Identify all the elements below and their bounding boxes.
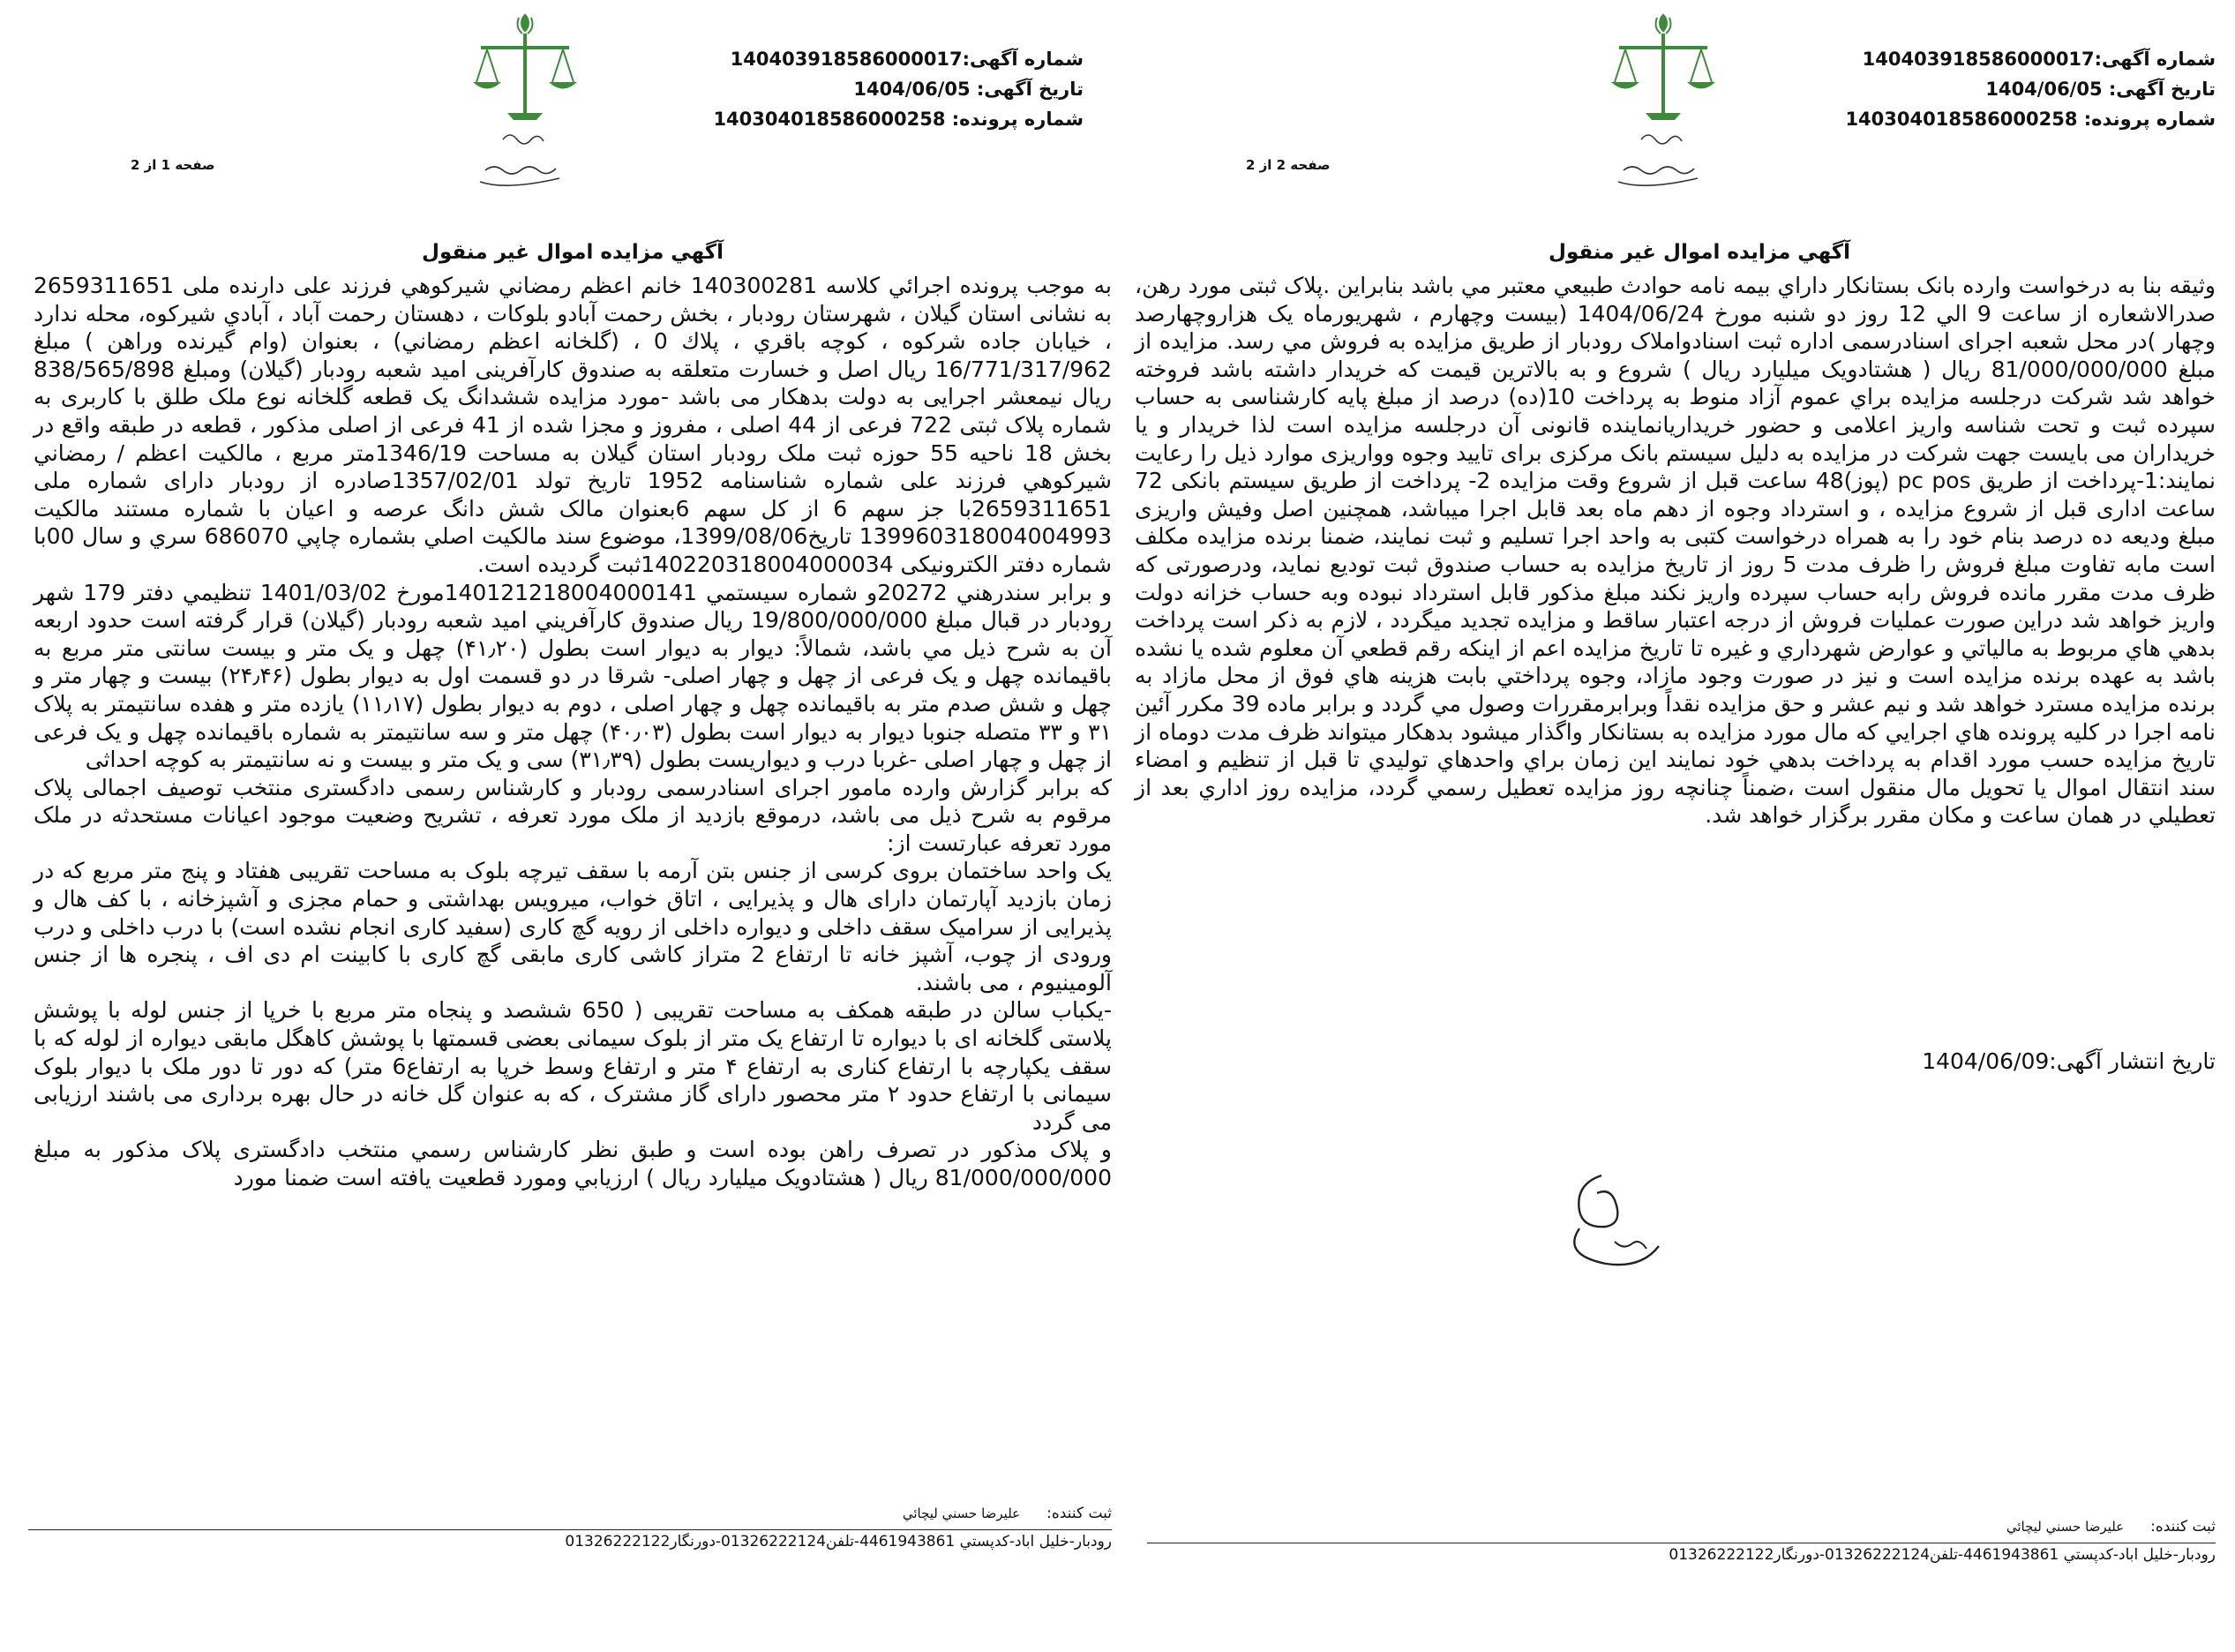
notice-meta <box>1845 44 2216 134</box>
ad-date-line: تاریخ آگهی: 1404/06/05 <box>853 79 1084 100</box>
body-paragraph: وثیقه بنا به درخواست وارده بانک بستانکار داراي بيمه نامه حوادث طبيعي معتبر مي باشد بنابراين .پلاک ثبتی مورد رهن، صدرالاشعاره از ساعت 9 الي 12 روز دو شنبه مورخ 1404/06/24 (بیست وچهارم ، شهریورماه یک هزاروچهارصد وچهار )در محل شعبه اجرای اسنادرسمی اداره ثبت اسنادواملاک رودبار از طريق مزايده به فروش مي رسد. مزایده از مبلغ 81/000/000/000 ریال ( هشتادویک میلیارد ریال ) شروع و به بالاترين قيمت كه خريدار داشته باشد فروخته خواهد شد شركت درجلسه مزايده براي عموم آزاد منوط به پرداخت 10(ده) درصد از مبلغ پایه کارشناسی به حساب سپرده ثبت و تحت شناسه واریز اعلامی و حضور خریداریانماینده قانونی آن درجلسه مزایده است لذا خریدار و یا خریداران می بایست جهت شرکت در مزایده به دلیل سیستم بانک مرکزی برای تایید وجوه وواریزی موارد ذیل را رعایت نمایند:1-پرداخت از طریق pc pos (پوز)48 ساعت قبل از شروع وقت مزایده 2- پرداخت از طریق سیستم بانکی 72 ساعت اداری قبل از شروع مزایده ، و استرداد وجوه از دهم ماه بعد قابل اجرا میباشد، همچنین اصل وفیش واریزی مبلغ ودیعه ده درصد بنام خود را به همراه درخواست کتبی به واحد اجرا تسلیم و ثبت نمایند، ضمنا برنده مزایده مکلف است مابه تفاوت مبلغ فروش را ظرف مدت 5 روز از تاریخ مزایده به حساب صندوق ثبت تودیع نماید، ودرصورتی که ظرف مدت مقرر مانده فروش رابه حساب سپرده واریز نکند مبلغ مذکور قابل استرداد نبوده وبه حساب خزانه دولت واریز خواهد شد دراین صورت عملیات فروش از درجه اعتبار ساقط و مزايده تجديد ميگردد ، لازم به ذكر است پرداخت بدهي هاي مربوط به مالياتي و عوارض شهرداري و غيره تا تاريخ مزايده اعم از اينكه رقم قطعي آن معلوم شده يا نشده باشد به عهده برنده مزايده است و نيز در صورت وجود مازاد، وجوه پرداختي بابت هزينه هاي فوق از محل مازاد به برنده مزايده مسترد خواهد شد و نيم عشر و حق مزايده نقداً وبرابرمقررات وصول مي گردد و برابر ماده 39 مکرر آئين نامه اجرا در کليه پرونده هاي اجرايي که مال مورد مزايده به بستانکار واگذار ميشود بدهکار ميتواند ظرف مدت دوماه از تاريخ مزايده حسب مورد اقدام به پرداخت بدهي خود نمايند اين زمان براي واحدهاي توليدي تا قبل از تنظيم و امضاء سند انتقال اموال يا تحويل مال منقول است ،ضمناً چنانچه روز مزايده تعطيل رسمي گردد، مزايده روز اداري بعد از تعطيلي در همان ساعت و مكان مقرر برگزار خواهد شد. <box>1135 273 2216 829</box>
ad-number: 140403918586000017 <box>1862 49 2095 70</box>
footer-divider <box>28 1529 1112 1530</box>
ad-number: 140403918586000017 <box>730 49 963 70</box>
scales-of-justice-icon <box>468 7 582 201</box>
publication-date: تاریخ انتشار آگهی:1404/06/09 <box>1922 1048 2216 1074</box>
scales-of-justice-icon <box>1606 7 1721 201</box>
handwritten-signature <box>1518 1158 1694 1281</box>
ad-number-line: شماره آگهی:140403918586000017 <box>730 49 1084 70</box>
body-paragraph: یک واحد ساختمان بروی کرسی از جنس بتن آرمه با سقف تیرچه بلوک به مساحت تقریبی هفتاد و پنج متر مربع که در زمان بازدید آپارتمان دارای هال و پذیرایی ، اتاق خواب، میرویس بهداشتی و حمام مجزی و آشپزخانه ، با کف هال و پذیرایی از سرامیک سقف داخلی و دیواره داخلی از رویه گچ کاری (سفید کاری انجام نشده است) با درب داخلی و درب ورودی از چوب، آشپز خانه تا ارتفاع 2 متراز کاشی کاری مابقی گچ کاری با کابینت ام دی اف ، پنجره ها از جنس آلومینیوم ، می باشند. <box>34 858 1112 995</box>
case-number: 140304018586000258 <box>713 109 946 130</box>
judiciary-emblem-logo <box>468 7 582 201</box>
notice-page-2 <box>1129 0 2235 1652</box>
page-number: صفحه 1 از 2 <box>131 157 215 173</box>
ad-date-line: تاریخ آگهی: 1404/06/05 <box>1985 79 2216 100</box>
body-paragraph: به موجب پرونده اجرائي كلاسه 140300281 خانم اعظم رمضاني شيركوهي فرزند علی دارنده ملی 2659311651 به نشانی استان گیلان ، شهرستان رودبار ، بخش رحمت آبادو بلوكات ، دهستان رحمت آباد ، آبادي شيركوه، محله ندارد ، خيابان جاده شركوه ، كوچه باقري ، پلاك 0 ، (گلخانه اعظم رمضاني) ، بعنوان (وام گيرنده وراهن ) مبلغ 16/771/317/962 ریال اصل و خسارت متعلقه به صندوق کارآفرینی امید شعبه رودبار (گیلان) ومبلغ 838/565/898 ریال نیمعشر اجرایی به دولت بدهکار می باشد -مورد مزایده ششدانگ یک قطعه گلخانه نوع ملک طلق با کاربری به شماره پلاک ثبتی 722 فرعی از 44 اصلی ، مفروز و مجزا شده از 41 فرعی از اصلی مذکور ، قطعه در طبقه واقع در بخش 18 ناحیه 55 حوزه ثبت ملک رودبار استان گیلان به مساحت 1346/19متر مربع ، مالکیت اعظم / رمضاني شيركوهي فرزند علی شماره شناسنامه 1952 تاریخ تولد 1357/02/01صادره از رودبار دارای شماره ملی 2659311651با جز سهم 6 از کل سهم 6بعنوان مالک شش دانگ عرصه و اعیان با شماره مستند مالکیت 139960318004004993 تاریخ1399/08/06، موضوع سند مالکيت اصلي بشماره چاپي 686070 سري و سال 00با شماره دفتر الکترونیکی 140220318004000034ثبت گرديده است. <box>34 273 1113 577</box>
office-address-footer: رودبار-خليل اباد-كدپستي 4461943861-تلفن01326222124-دورنگار01326222122 <box>565 1533 1112 1551</box>
body-paragraph: که برابر گزارش وارده مامور اجرای اسنادرسمی رودبار و کارشناس رسمی دادگستری منتخب توصیف اجمالی پلاک مرقوم به شرح ذیل می باشد، درموقع بازدید از ملک مورد تعرفه ، تشریح وضعیت موجود اعیانات مستحدثه در ملک مورد تعرفه عبارتست از: <box>34 774 1112 856</box>
registrar-label: ثبت كننده: <box>1046 1505 1112 1522</box>
notice-body <box>34 272 1112 1192</box>
office-address-footer: رودبار-خليل اباد-كدپستي 4461943861-تلفن01326222124-دورنگار01326222122 <box>1669 1546 2216 1564</box>
notice-meta <box>713 44 1084 134</box>
ad-number-line: شماره آگهی:140403918586000017 <box>1862 49 2216 70</box>
case-number: 140304018586000258 <box>1845 109 2078 130</box>
registrar-label: ثبت كننده: <box>2150 1518 2216 1536</box>
ad-date: 1404/06/05 <box>1985 79 2103 100</box>
case-number-line: شماره پرونده: 140304018586000258 <box>1845 109 2216 130</box>
registrar-name: عليرضا حسني ليچائي <box>2006 1519 2125 1535</box>
judiciary-emblem-logo <box>1606 7 1721 201</box>
registrar-name: عليرضا حسني ليچائي <box>902 1506 1021 1521</box>
page-number: صفحه 2 از 2 <box>1246 157 1331 173</box>
body-paragraph: -یکباب سالن در طبقه همکف به مساحت تقریبی ( 650 ششصد و پنجاه متر مربع با خرپا از جنس لوله با پوشش پلاستی گلخانه ای با دیواره تا ارتفاع یک متر از بلوک سیمانی بعضی قسمتها با پوشش کاهگل مابقی دیواره از لوله که با سقف یکپارچه با ارتفاع کناری به ارتفاع ۴ متر و ارتفاع وسط خرپا به ارتفاع6 متر) که دور تا دور ملک با دیوار بلوک سیمانی با ارتفاع حدود ۲ متر محصور دارای گاز مشترک ، که به عنوان گل خانه در حال بهره برداری می باشند ارزیابی می گردد <box>34 997 1113 1135</box>
ad-date: 1404/06/05 <box>853 79 971 100</box>
case-number-line: شماره پرونده: 140304018586000258 <box>713 109 1084 130</box>
notice-title: آگهي مزايده اموال غير منقول <box>1549 241 1851 264</box>
body-paragraph: و پلاک مذکور در تصرف راهن بوده است و طبق نظر کارشناس رسمي منتخب دادگستری پلاک مذکور به مبلغ 81/000/000/000 ریال ( هشتادویک میلیارد ریال ) ارزيابي ومورد قطعیت یافته است ضمنا مورد <box>34 1137 1112 1190</box>
body-paragraph: و برابر سندرهني 20272و شماره سيستمي 140121218004000141مورخ 1401/03/02 تنظيمي دفتر 179 شهر رودبار در قبال مبلغ 19/800/000/000 ریال صندوق کارآفريني اميد شعبه رودبار (گيلان) قرار گرفته است حدود اربعه آن به شرح ذيل مي باشد، شمالاً: ديوار به ديوار است بطول (۴۱٫۲۰) چهل و یک متر و بیست سانتی متر مربع به باقیمانده چهل و یک فرعی از چهل و چهار اصلی- شرقا در دو قسمت اول به دیوار بطول (۲۴٫۴۶) بیست و چهار متر و چهل و شش صدم متر به باقیمانده چهل و چهار اصلی ، دوم به دیوار بطول (۱۱٫۱۷) یازده متر و هفده سانتیمتر به پلاک ۳۱ و ۳۳ متصله جنوبا دیوار به دیوار است بطول (۴۰٫۰۳) چهل متر و سه سانتیمتر به شماره باقیمانده چهل و یک فرعی از چهل و چهار اصلی -غربا درب و دیواریست بطول (۳۱٫۳۹) سی و یک متر و بیست و نه سانتیمتر به کوچه احداثی <box>34 579 1113 773</box>
notice-body <box>1135 272 2216 830</box>
registrar <box>2006 1518 2216 1536</box>
registrar <box>903 1505 1112 1522</box>
notice-title: آگهي مزايده اموال غير منقول <box>422 241 724 264</box>
signature-icon <box>1518 1158 1694 1281</box>
